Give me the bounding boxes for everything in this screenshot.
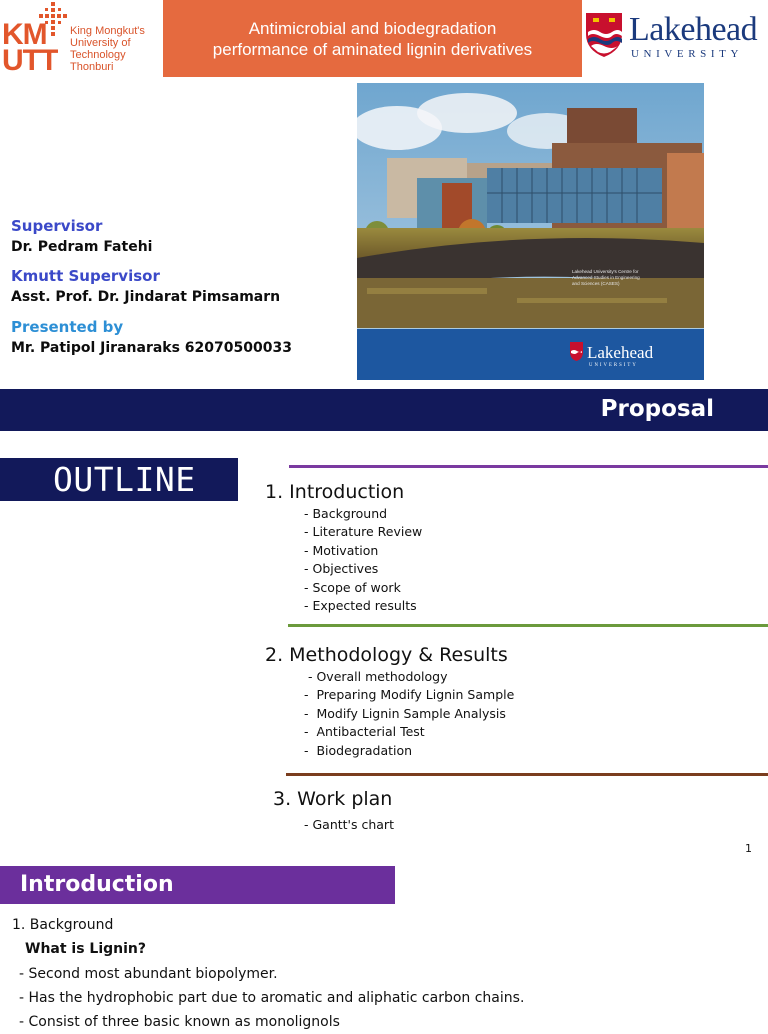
section-title: 2. Methodology & Results [265, 644, 508, 666]
list-item: - Literature Review [304, 524, 423, 540]
lakehead-subtitle: UNIVERSITY [631, 48, 743, 60]
person-name: Dr. Pedram Fatehi [11, 239, 153, 255]
list-item: - Modify Lignin Sample Analysis [304, 705, 506, 721]
section-title: 1. Introduction [265, 481, 405, 503]
lakehead-wordmark: Lakehead [629, 11, 758, 48]
campus-photo [357, 83, 704, 380]
outline-title: OUTLINE [53, 460, 196, 499]
list-item: - Motivation [304, 542, 379, 558]
person-name: Mr. Patipol Jiranaraks 62070500033 [11, 340, 292, 356]
role-label: Kmutt Supervisor [11, 267, 160, 285]
list-item: - Expected results [304, 598, 417, 614]
role-label: Supervisor [11, 217, 103, 235]
person-name: Asst. Prof. Dr. Jindarat Pimsamarn [11, 289, 281, 305]
photo-brand: Lakehead [587, 343, 654, 362]
list-item: - Biodegradation [304, 742, 413, 758]
document-title [163, 0, 582, 77]
section-rule [289, 465, 768, 468]
photo-caption-line: and Sciences (CASES) [572, 281, 620, 286]
bullet-item: - Second most abundant biopolymer. [19, 966, 278, 982]
background-heading: 1. Background [12, 917, 114, 933]
bullet-item: - Consist of three basic known as monolignols [19, 1014, 340, 1030]
title-line: performance of aminated lignin derivatives [212, 39, 533, 59]
list-item: - Gantt's chart [304, 817, 394, 832]
kmutt-university-name: King Mongkut's University of Technology Thonburi [70, 25, 145, 73]
section-rule [288, 624, 768, 627]
photo-brand-sub: UNIVERSITY [589, 363, 638, 368]
proposal-label: Proposal [600, 396, 714, 422]
introduction-title: Introduction [20, 872, 174, 897]
bullet-item: - Has the hydrophobic part due to aromatic and aliphatic carbon chains. [19, 990, 525, 1006]
section-items [304, 668, 514, 760]
presenter-block [11, 318, 292, 357]
title-line: Antimicrobial and biodegradation [248, 18, 497, 38]
kmutt-supervisor-block [11, 267, 280, 306]
list-item: - Antibacterial Test [304, 724, 425, 740]
supervisor-block [11, 217, 152, 256]
section-rule [286, 773, 768, 776]
kmutt-letters: KM UTT [2, 18, 58, 77]
proposal-bar [0, 389, 768, 431]
section-items [304, 505, 422, 615]
kmutt-logo [0, 0, 165, 80]
photo-caption-line: Advanced Studies in Engineering [572, 275, 640, 280]
list-item: - Background [304, 506, 388, 521]
list-item: - Objectives [304, 561, 379, 577]
list-item: - Preparing Modify Lignin Sample [304, 687, 515, 703]
lakehead-logo [585, 10, 768, 70]
section-items [304, 816, 394, 834]
bullet-list [19, 962, 524, 1034]
role-label: Presented by [11, 318, 124, 336]
section-title: 3. Work plan [273, 788, 393, 810]
page-number: 1 [745, 842, 752, 855]
lakehead-shield-icon [585, 12, 623, 58]
introduction-bar [0, 866, 395, 904]
photo-caption-line: Lakehead University's Centre for [572, 269, 639, 274]
outline-title-box [0, 458, 238, 501]
lignin-subheading: What is Lignin? [25, 941, 147, 957]
building-illustration [357, 83, 704, 380]
list-item: - Scope of work [304, 579, 401, 595]
list-item: - Overall methodology [304, 669, 448, 684]
